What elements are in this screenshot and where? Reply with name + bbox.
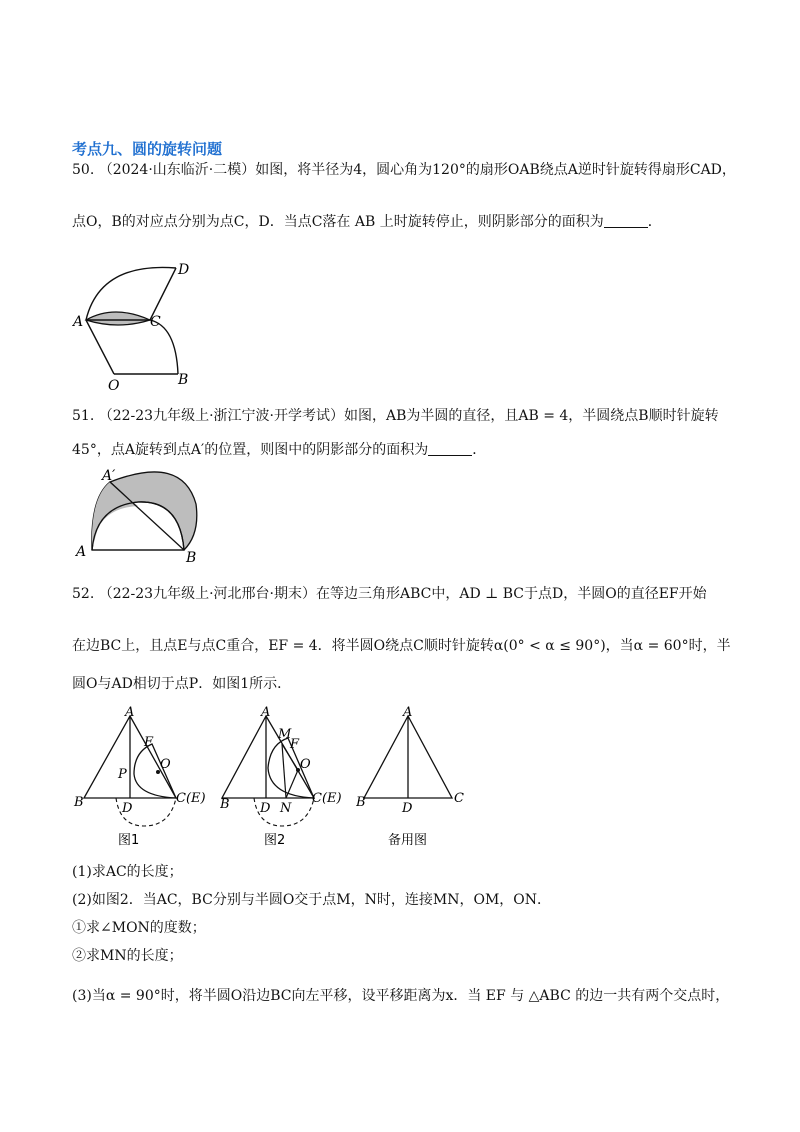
fig1-label-c: C(E)	[176, 791, 206, 806]
fig3-label-c: C	[454, 791, 464, 806]
fig1-label-a: A	[125, 705, 135, 720]
q52-sub2: (2)如图2．当AC，BC分别与半圆O交于点M，N时，连接MN，OM，ON．	[72, 892, 552, 908]
q50-line2-end: ．	[647, 214, 662, 230]
fig3-label-a: A	[403, 705, 413, 720]
q50-label-o: O	[108, 378, 120, 392]
q52-line2: 在边BC上，且点E与点C重合，EF = 4．将半圆O绕点C顺时针旋转α(0° < α ≤ 90°)，当α = 60°时，半	[72, 638, 731, 654]
q50-label-c: C	[150, 314, 161, 330]
fig3-label-d: D	[402, 801, 413, 816]
q52-line1: 52. （22-23九年级上·河北邢台·期末）在等边三角形ABC中，AD ⊥ BC于点D，半圆O的直径EF开始	[72, 586, 707, 602]
q51-label-a: A	[76, 544, 87, 560]
fig1-label-p: P	[118, 767, 127, 782]
fig2-label-d: D	[260, 801, 271, 816]
fig3-caption: 备用图	[388, 833, 428, 848]
q50-segment-ao	[86, 320, 114, 374]
q50-line2	[72, 212, 662, 232]
fig2-label-a: A	[261, 705, 271, 720]
q50-segment-cd	[150, 268, 176, 320]
q52-figure2	[220, 704, 360, 852]
fig1-caption: 图1	[118, 833, 140, 848]
q51-figure	[72, 468, 222, 566]
fig2-label-c: C(E)	[312, 791, 342, 806]
q50-label-b: B	[178, 372, 189, 388]
fig2-label-o: O	[300, 757, 311, 772]
q50-line1: 50. （2024·山东临沂·二模）如图，将半径为4，圆心角为120°的扇形OAB绕点A逆时针旋转得扇形CAD，	[72, 162, 736, 178]
fig2-label-n: N	[280, 801, 292, 816]
q52-figure3	[356, 704, 476, 852]
fig2-caption: 图2	[264, 833, 286, 848]
fig1-label-f: F	[144, 735, 154, 750]
q51-line2-text: 45°，点A旋转到点A′的位置，则图中的阴影部分的面积为	[72, 442, 429, 458]
fig2-label-m: M	[278, 727, 292, 742]
q51-label-b: B	[186, 550, 197, 566]
fig1-label-o: O	[160, 757, 171, 772]
fig1-label-d: D	[122, 801, 133, 816]
fig2-segment-mn	[282, 744, 286, 798]
q50-answer-blank	[604, 213, 648, 228]
q52-figure1	[72, 704, 222, 852]
q50-figure	[72, 256, 222, 392]
fig2-segment-on	[286, 770, 298, 798]
fig2-label-b: B	[220, 797, 230, 812]
q51-line2	[72, 440, 486, 460]
q52-sub2b: ②求MN的长度；	[72, 948, 183, 964]
q52-sub1: (1)求AC的长度；	[72, 864, 183, 880]
q51-label-a1: A′	[102, 468, 116, 484]
q52-sub2a: ①求∠MON的度数；	[72, 920, 206, 936]
fig1-label-b: B	[74, 795, 84, 810]
q50-line2-text: 点O，B的对应点分别为点C，D．当点C落在 AB 上时旋转停止，则阴影部分的面积为	[72, 214, 604, 230]
section-title: 考点九、圆的旋转问题	[72, 140, 223, 158]
q52-line3: 圆O与AD相切于点P．如图1所示．	[72, 676, 292, 692]
q51-line1: 51. （22-23九年级上·浙江宁波·开学考试）如图，AB为半圆的直径，且AB = 4，半圆绕点B顺时针旋转	[72, 408, 719, 424]
fig3-label-b: B	[356, 795, 366, 810]
q50-label-a: A	[73, 314, 84, 330]
q50-label-d: D	[178, 262, 190, 278]
q51-answer-blank	[428, 441, 472, 456]
q51-line2-end: ．	[472, 442, 487, 458]
fig2-label-f: F	[290, 737, 300, 752]
q52-sub3: (3)当α = 90°时，将半圆O沿边BC向左平移，设平移距离为x．当 EF 与 △ABC 的边一共有两个交点时，	[72, 988, 730, 1004]
q50-shaded-region	[86, 312, 150, 325]
